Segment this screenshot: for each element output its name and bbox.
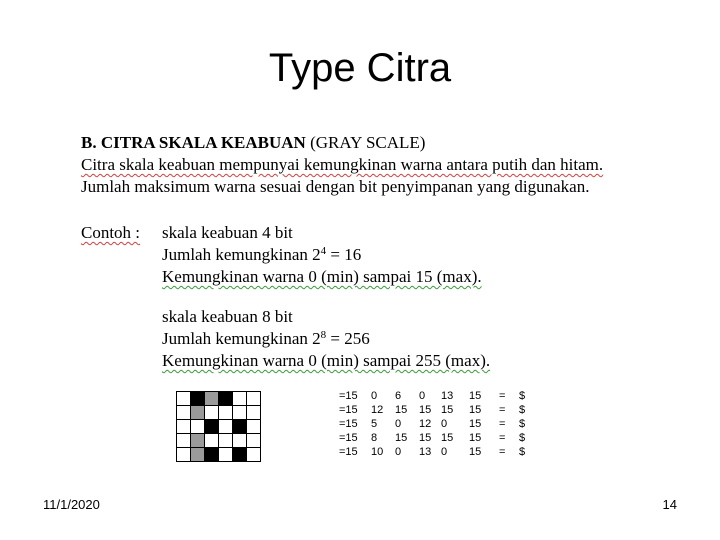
- matrix-cell: 13: [441, 390, 454, 402]
- matrix-cell: =: [499, 432, 506, 444]
- matrix-cell: 15: [469, 390, 482, 402]
- pixel-cell: [219, 448, 233, 462]
- example-1-line-2: [162, 244, 361, 266]
- example-1-line-1: skala keabuan 4 bit: [162, 223, 293, 242]
- pixel-cell: [233, 434, 247, 448]
- pixel-cell: [177, 448, 191, 462]
- example-2-line-2: [162, 328, 370, 350]
- matrix-cell: 0: [395, 446, 402, 458]
- matrix-cell: =: [499, 446, 506, 458]
- matrix-cell: =15: [339, 432, 358, 444]
- section-heading: [81, 132, 425, 154]
- matrix-cell: 15: [469, 404, 482, 416]
- pixel-cell: [247, 392, 261, 406]
- pixel-cell: [247, 420, 261, 434]
- pixel-cell: [219, 406, 233, 420]
- matrix-cell: 8: [371, 432, 378, 444]
- matrix-cell: 12: [371, 404, 384, 416]
- footer-page-number: 14: [662, 497, 677, 512]
- matrix-cell: 15: [419, 404, 432, 416]
- matrix-cell: $: [519, 446, 526, 458]
- pixel-cell: [233, 392, 247, 406]
- section-heading-suffix: (GRAY SCALE): [305, 133, 426, 152]
- paragraph-line-2: Jumlah maksimum warna sesuai dengan bit penyimpanan yang digunakan.: [81, 177, 590, 196]
- matrix-cell: $: [519, 418, 526, 430]
- example-2-line-2-result: = 256: [326, 329, 370, 348]
- matrix-cell: 15: [395, 404, 408, 416]
- pixel-cell: [177, 392, 191, 406]
- matrix-cell: 0: [371, 390, 378, 402]
- pixel-cell: [191, 434, 205, 448]
- matrix-cell: =15: [339, 446, 358, 458]
- pixel-cell: [205, 392, 219, 406]
- matrix-cell: =: [499, 404, 506, 416]
- example-1-line-2-text: Jumlah kemungkinan 2: [162, 245, 321, 264]
- matrix-cell: 15: [469, 446, 482, 458]
- matrix-cell: 0: [441, 418, 448, 430]
- pixel-grid: [176, 391, 261, 462]
- pixel-cell: [247, 406, 261, 420]
- matrix-cell: 12: [419, 418, 432, 430]
- example-1-exponent: 4: [320, 245, 327, 257]
- section-heading-bold: B. CITRA SKALA KEABUAN: [81, 133, 306, 152]
- matrix-cell: 6: [395, 390, 402, 402]
- matrix-cell: 5: [371, 418, 378, 430]
- matrix-cell: 15: [419, 432, 432, 444]
- pixel-cell: [233, 420, 247, 434]
- matrix-cell: 13: [419, 446, 432, 458]
- pixel-cell: [233, 448, 247, 462]
- pixel-cell: [233, 406, 247, 420]
- pixel-cell: [205, 406, 219, 420]
- contoh-label: Contoh :: [81, 223, 141, 242]
- pixel-cell: [191, 420, 205, 434]
- matrix-cell: 10: [371, 446, 384, 458]
- pixel-cell: [219, 392, 233, 406]
- matrix-cell: =: [499, 418, 506, 430]
- pixel-cell: [205, 420, 219, 434]
- matrix-cell: 15: [469, 418, 482, 430]
- example-2-line-2-text: Jumlah kemungkinan 2: [162, 329, 321, 348]
- matrix-cell: 15: [441, 404, 454, 416]
- matrix-cell: $: [519, 404, 526, 416]
- pixel-cell: [205, 434, 219, 448]
- pixel-cell: [191, 392, 205, 406]
- matrix-cell: 0: [441, 446, 448, 458]
- example-1-line-2-result: = 16: [326, 245, 362, 264]
- example-1-line-3: Kemungkinan warna 0 (min) sampai 15 (max).: [162, 267, 482, 286]
- matrix-cell: =: [499, 390, 506, 402]
- matrix-cell: =15: [339, 404, 358, 416]
- pixel-cell: [247, 448, 261, 462]
- example-2-line-3: Kemungkinan warna 0 (min) sampai 255 (max).: [162, 351, 491, 370]
- pixel-cell: [205, 448, 219, 462]
- example-2-exponent: 8: [320, 329, 327, 341]
- paragraph-line-1: Citra skala keabuan mempunyai kemungkinan warna antara putih dan hitam.: [81, 155, 604, 174]
- matrix-cell: 15: [469, 432, 482, 444]
- slide-title: Type Citra: [268, 46, 452, 90]
- matrix-cell: 15: [395, 432, 408, 444]
- pixel-cell: [177, 434, 191, 448]
- matrix-cell: 0: [419, 390, 426, 402]
- matrix-cell: $: [519, 390, 526, 402]
- pixel-cell: [191, 448, 205, 462]
- matrix-cell: =15: [339, 418, 358, 430]
- matrix-cell: =15: [339, 390, 358, 402]
- pixel-cell: [191, 406, 205, 420]
- pixel-cell: [177, 406, 191, 420]
- pixel-cell: [219, 434, 233, 448]
- pixel-cell: [177, 420, 191, 434]
- matrix-cell: 15: [441, 432, 454, 444]
- pixel-cell: [247, 434, 261, 448]
- pixel-cell: [219, 420, 233, 434]
- matrix-cell: $: [519, 432, 526, 444]
- matrix-cell: 0: [395, 418, 402, 430]
- footer-date: 11/1/2020: [43, 497, 100, 512]
- example-2-line-1: skala keabuan 8 bit: [162, 307, 293, 326]
